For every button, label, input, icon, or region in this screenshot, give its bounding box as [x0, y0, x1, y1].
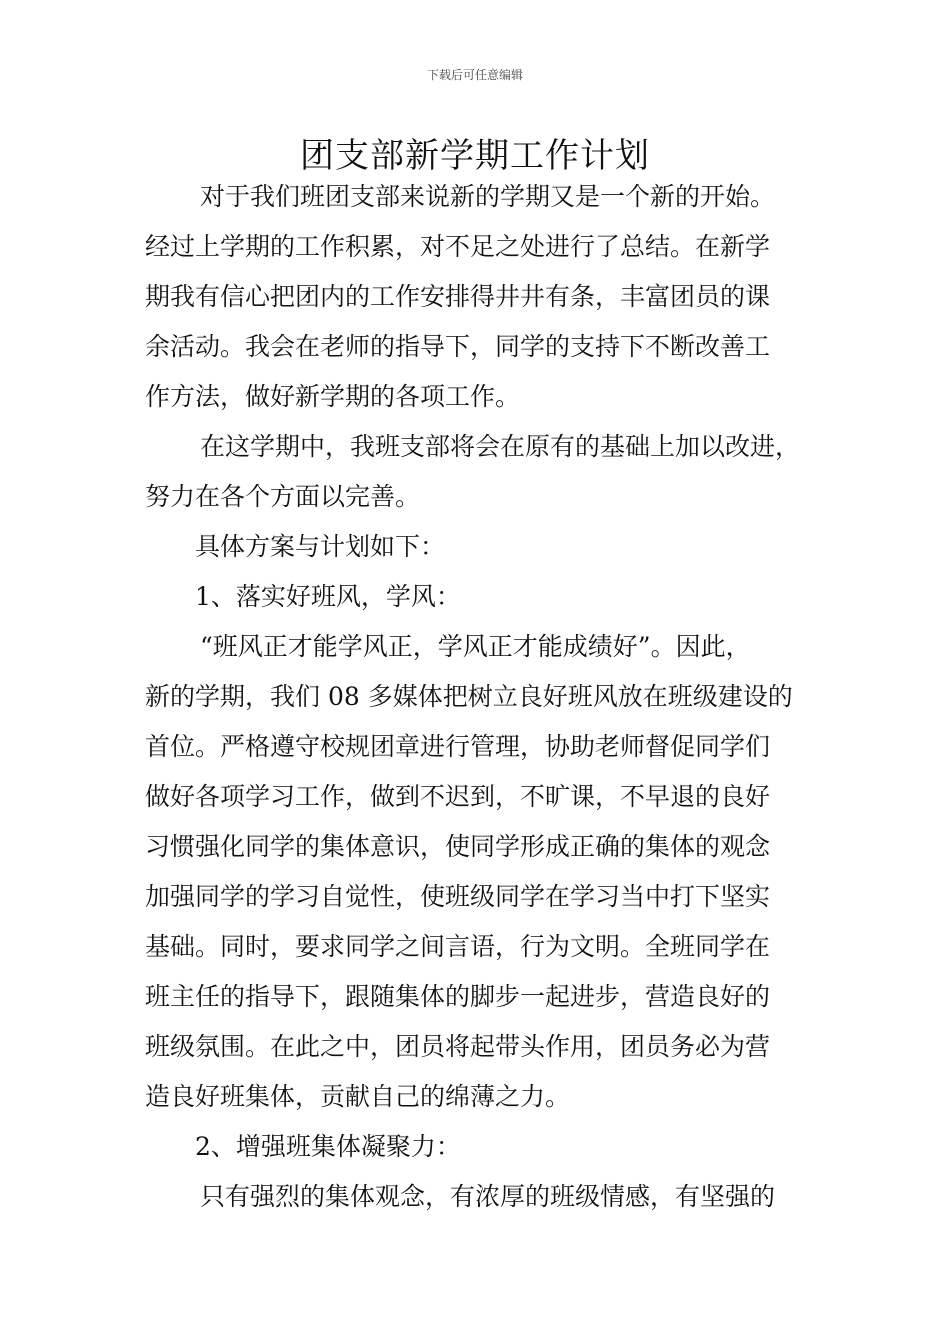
- section-1-heading: 1、落实好班风，学风：: [195, 582, 461, 611]
- section-1-line-10: 造良好班集体，贡献自己的绵薄之力。: [145, 1082, 571, 1111]
- paragraph-2-line-2: 努力在各个方面以完善。: [145, 482, 421, 511]
- paragraph-1-line-1: 对于我们班团支部来说新的学期又是一个新的开始。: [200, 182, 776, 211]
- paragraph-2-line-1: 在这学期中，我班支部将会在原有的基础上加以改进，: [200, 432, 801, 461]
- section-1-line-3: 首位。严格遵守校规团章进行管理，协助老师督促同学们: [145, 732, 771, 761]
- section-1-line-2: 新的学期，我们 08 多媒体把树立良好班风放在班级建设的: [145, 682, 793, 711]
- paragraph-1-line-4: 余活动。我会在老师的指导下，同学的支持下不断改善工: [145, 332, 771, 361]
- plan-intro: 具体方案与计划如下：: [195, 532, 446, 561]
- document-title: 团支部新学期工作计划: [300, 136, 650, 176]
- section-1-line-5: 习惯强化同学的集体意识，使同学形成正确的集体的观念: [145, 832, 771, 861]
- section-1-line-6: 加强同学的学习自觉性，使班级同学在学习当中打下坚实: [145, 882, 771, 911]
- section-1-line-4: 做好各项学习工作，做到不迟到，不旷课，不早退的良好: [145, 782, 771, 811]
- section-1-line-8: 班主任的指导下，跟随集体的脚步一起进步，营造良好的: [145, 982, 771, 1011]
- header-note: 下载后可任意编辑: [426, 68, 523, 82]
- paragraph-1-line-2: 经过上学期的工作积累，对不足之处进行了总结。在新学: [145, 232, 771, 261]
- section-1-line-1: “班风正才能学风正，学风正才能成绩好”。因此，: [200, 632, 751, 661]
- section-1-line-7: 基础。同时，要求同学之间言语，行为文明。全班同学在: [145, 932, 771, 961]
- paragraph-1-line-3: 期我有信心把团内的工作安排得井井有条，丰富团员的课: [145, 282, 771, 311]
- section-2-line-1: 只有强烈的集体观念，有浓厚的班级情感，有坚强的: [200, 1182, 776, 1211]
- section-2-heading: 2、增强班集体凝聚力：: [195, 1132, 461, 1161]
- paragraph-1-line-5: 作方法，做好新学期的各项工作。: [145, 382, 521, 411]
- section-1-line-9: 班级氛围。在此之中，团员将起带头作用，团员务必为营: [145, 1032, 771, 1061]
